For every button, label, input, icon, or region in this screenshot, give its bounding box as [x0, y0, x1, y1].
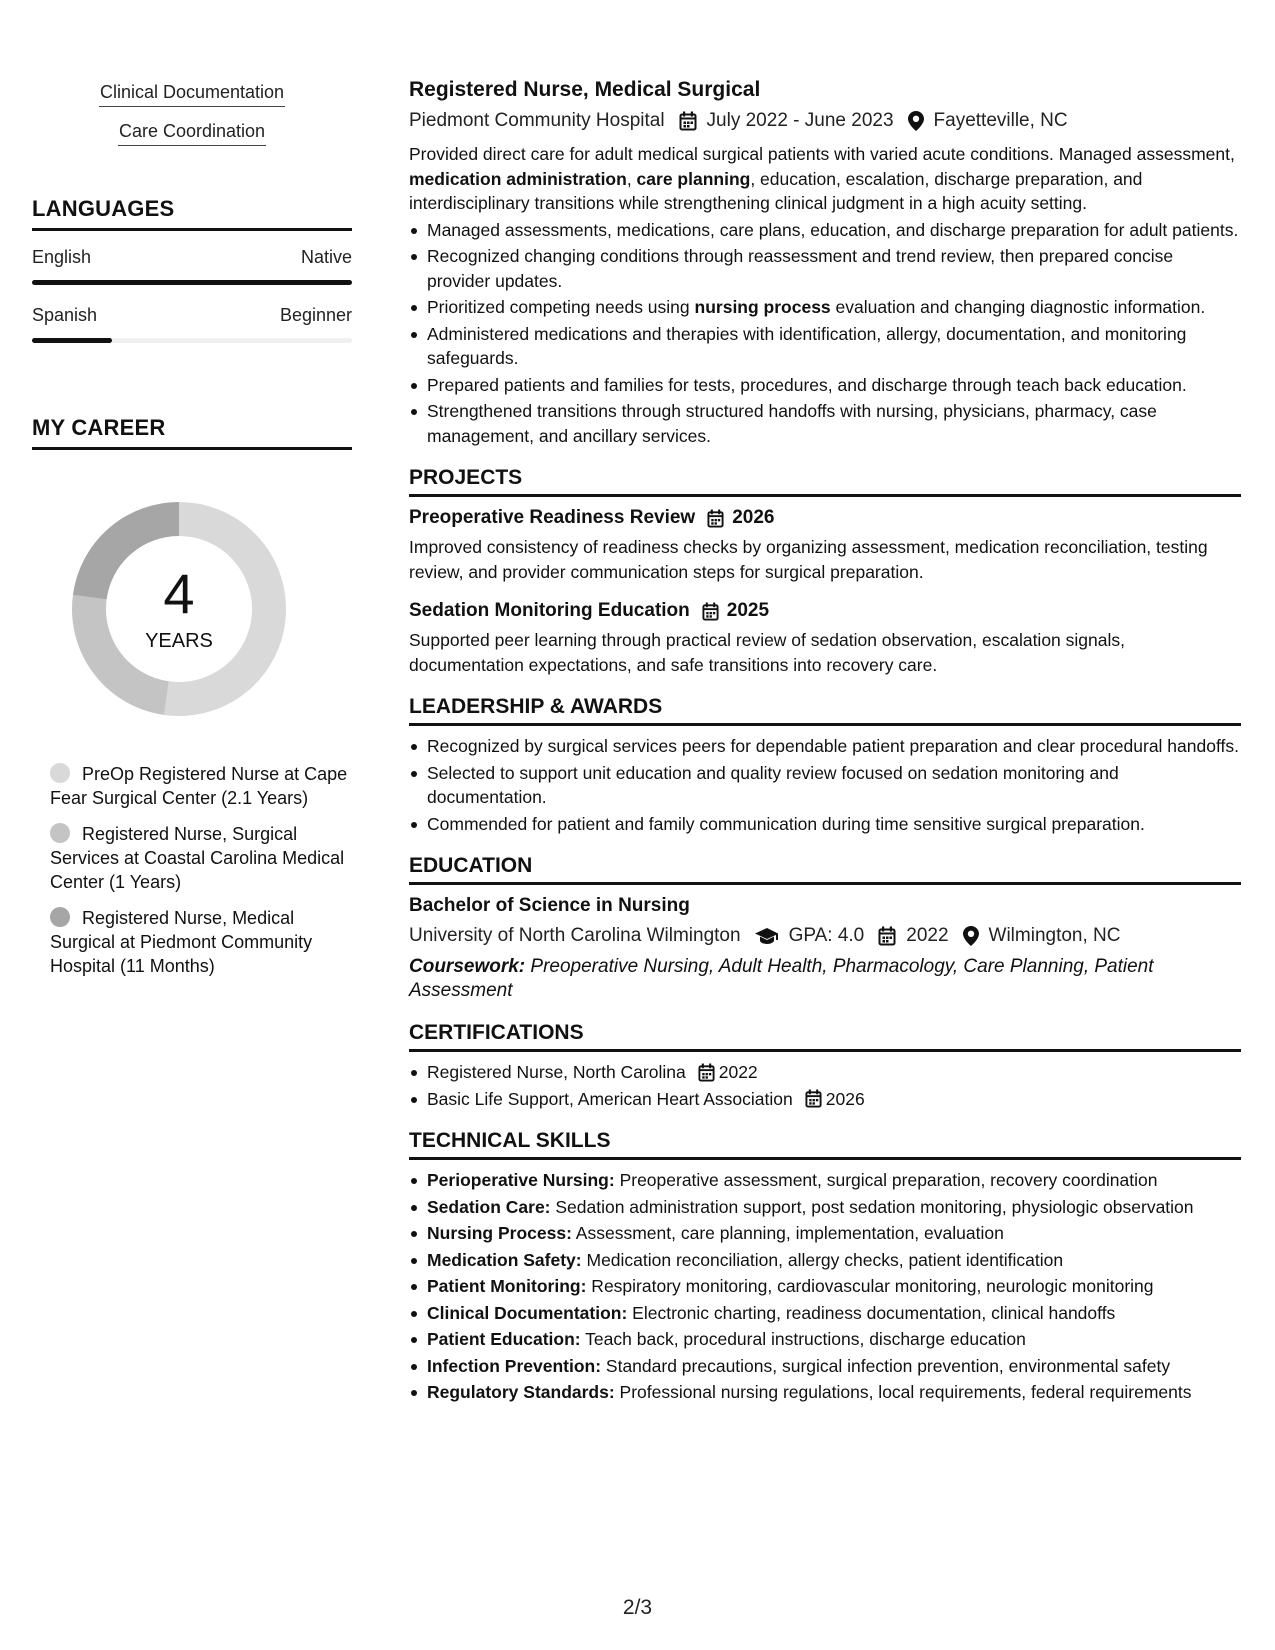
language-row [32, 247, 352, 268]
job-bullet [409, 295, 1241, 320]
calendar-icon [679, 111, 697, 131]
leadership-item: Selected to support unit education and quality review focused on sedation monitoring and documentation. [409, 761, 1241, 810]
skill-label: Clinical Documentation: [427, 1302, 628, 1323]
text: Prepared patients and families for tests, procedures, and discharge through teach back education. [427, 374, 1187, 395]
career-legend [50, 762, 350, 978]
project-year: 2026 [732, 507, 775, 528]
career-legend-item [50, 822, 350, 894]
certification-name: Basic Life Support, American Heart Association [427, 1088, 793, 1109]
job-location: Fayetteville, NC [933, 110, 1068, 131]
technical-skill-item [409, 1354, 1241, 1379]
school-location: Wilmington, NC [988, 925, 1121, 946]
language-item [32, 305, 352, 343]
skill-tags [32, 82, 352, 160]
technical-skills-list [409, 1168, 1241, 1405]
education-heading: EDUCATION [409, 854, 1241, 885]
job-dates: July 2022 - June 2023 [706, 110, 894, 131]
project-description: Improved consistency of readiness checks by organizing assessment, medication reconciliation, testing review, and provider communication steps for surgical preparation. [409, 537, 1208, 582]
skill-text: Teach back, procedural instructions, discharge education [580, 1329, 1026, 1349]
career-heading: MY CAREER [32, 415, 352, 450]
legend-swatch [50, 823, 70, 843]
calendar-icon [805, 1089, 822, 1108]
technical-skills-heading: TECHNICAL SKILLS [409, 1129, 1241, 1160]
text: , [626, 168, 637, 189]
text: Strengthened transitions through structured handoffs with nursing, physicians, pharmacy, case management, and ancillary services. [427, 401, 1157, 446]
language-proficiency-bar [32, 338, 352, 343]
skill-text: Standard precautions, surgical infection prevention, environmental safety [601, 1355, 1171, 1376]
certifications-heading: CERTIFICATIONS [409, 1021, 1241, 1052]
job-summary [409, 142, 1241, 216]
bold-text: nursing process [694, 297, 831, 317]
technical-skill-item [409, 1301, 1241, 1326]
coursework [409, 955, 1241, 1003]
language-proficiency-bar [32, 280, 352, 285]
coursework-text: Preoperative Nursing, Adult Health, Pharmacology, Care Planning, Patient Assessment [409, 956, 1154, 1001]
text: Provided direct care for adult medical surgical patients with varied acute conditions. Managed assessment, [409, 144, 1235, 164]
job-bullet [409, 244, 1241, 293]
career-legend-item [50, 906, 350, 978]
skill-label: Sedation Care: [427, 1196, 551, 1217]
language-proficiency-fill [32, 280, 352, 285]
skill-label: Patient Education: [427, 1329, 581, 1349]
text: Administered medications and therapies with identification, allergy, documentation, and monitoring safeguards. [427, 323, 1187, 368]
technical-skill-item [409, 1195, 1241, 1220]
technical-skill-item [409, 1221, 1241, 1246]
graduation-cap-icon [755, 927, 779, 945]
projects-heading: PROJECTS [409, 466, 1241, 497]
job-title: Registered Nurse, Medical Surgical [409, 78, 761, 101]
education-meta [409, 925, 1241, 947]
language-level: Beginner [279, 305, 352, 325]
career-donut-chart [64, 494, 294, 724]
leadership-heading: LEADERSHIP & AWARDS [409, 695, 1241, 726]
bold-text: medication administration [409, 168, 627, 189]
gpa: GPA: 4.0 [788, 925, 865, 946]
location-pin-icon [908, 111, 924, 131]
career-label: Registered Nurse, Surgical Services at Coastal Carolina Medical Center (1 Years) [50, 824, 345, 892]
job-bullet [409, 373, 1241, 398]
job-bullet [409, 322, 1241, 371]
skill-label: Medication Safety: [427, 1249, 582, 1270]
calendar-icon [707, 509, 724, 528]
skill-label: Perioperative Nursing: [427, 1170, 615, 1190]
skill-tag: Clinical Documentation [99, 82, 285, 107]
career-label: Registered Nurse, Medical Surgical at Piedmont Community Hospital (11 Months) [50, 908, 313, 976]
skill-text: Medication reconciliation, allergy checks, patient identification [581, 1249, 1064, 1270]
text: Recognized changing conditions through reassessment and trend review, then prepared concise provider updates. [427, 246, 1174, 291]
projects-list [409, 507, 1241, 677]
text: Prioritized competing needs using [427, 297, 695, 317]
skill-text: Electronic charting, readiness documentation, clinical handoffs [627, 1302, 1116, 1323]
skill-label: Patient Monitoring: [427, 1276, 587, 1296]
company-name: Piedmont Community Hospital [409, 110, 665, 131]
calendar-icon [698, 1063, 715, 1082]
skill-text: Preoperative assessment, surgical preparation, recovery coordination [614, 1170, 1158, 1190]
job-meta [409, 110, 1241, 132]
project-year: 2025 [726, 600, 770, 621]
certification-name: Registered Nurse, North Carolina [427, 1062, 686, 1082]
skill-label: Nursing Process: [427, 1223, 572, 1243]
skill-tag: Care Coordination [118, 121, 266, 146]
legend-swatch [50, 763, 70, 783]
career-label: PreOp Registered Nurse at Cape Fear Surgical Center (2.1 Years) [50, 764, 348, 808]
right-column [409, 78, 1241, 1407]
bold-text: care planning [636, 168, 751, 189]
technical-skill-item [409, 1327, 1241, 1352]
language-row [32, 305, 352, 326]
coursework-label: Coursework: [409, 956, 526, 977]
skill-text: Respiratory monitoring, cardiovascular monitoring, neurologic monitoring [586, 1276, 1154, 1296]
certification-item [409, 1087, 1241, 1112]
job-bullet [409, 399, 1241, 448]
skill-text: Sedation administration support, post sedation monitoring, physiologic observation [550, 1196, 1194, 1217]
certification-row [427, 1060, 1241, 1085]
text: , education, escalation, discharge preparation, and interdisciplinary transitions while strengthening clinical judgment in a high acuity setting. [409, 168, 1143, 213]
left-column [32, 82, 352, 990]
language-name: English [32, 247, 92, 267]
project-name: Sedation Monitoring Education [409, 600, 690, 621]
project-title [409, 507, 1241, 529]
career-total-number: 4 [163, 561, 195, 625]
degree-title: Bachelor of Science in Nursing [409, 895, 690, 916]
certification-year: 2022 [718, 1062, 758, 1082]
certification-item [409, 1060, 1241, 1085]
leadership-item: Recognized by surgical services peers for dependable patient preparation and clear procedural handoffs. [409, 734, 1241, 759]
leadership-item: Commended for patient and family communication during time sensitive surgical preparation. [409, 812, 1241, 837]
school-name: University of North Carolina Wilmington [409, 925, 741, 946]
leadership-list [409, 734, 1241, 836]
skill-text: Professional nursing regulations, local requirements, federal requirements [614, 1382, 1192, 1402]
career-legend-item [50, 762, 350, 810]
certification-year: 2026 [825, 1088, 865, 1109]
graduation-year: 2022 [906, 925, 949, 946]
technical-skill-item [409, 1274, 1241, 1299]
job-bullet [409, 218, 1241, 243]
text: evaluation and changing diagnostic information. [830, 297, 1206, 317]
technical-skill-item [409, 1168, 1241, 1193]
certifications-list [409, 1060, 1241, 1111]
language-item [32, 247, 352, 285]
skill-text: Assessment, care planning, implementation, evaluation [571, 1223, 1004, 1243]
language-level: Native [300, 247, 352, 267]
skill-label: Regulatory Standards: [427, 1382, 615, 1402]
calendar-icon [702, 602, 719, 621]
project-title [409, 600, 1241, 622]
languages-list [32, 247, 352, 343]
certification-row [427, 1087, 1241, 1112]
languages-heading: LANGUAGES [32, 196, 352, 231]
job-bullets [409, 218, 1241, 449]
project-description: Supported peer learning through practical review of sedation observation, escalation signals, documentation expectations, and safe transitions into recovery care. [409, 630, 1125, 675]
technical-skill-item [409, 1248, 1241, 1273]
donut-center [64, 494, 294, 724]
text: Managed assessments, medications, care plans, education, and discharge preparation for adult patients. [427, 219, 1239, 240]
technical-skill-item [409, 1380, 1241, 1405]
location-pin-icon [963, 926, 979, 946]
skill-label: Infection Prevention: [427, 1355, 602, 1376]
project-name: Preoperative Readiness Review [409, 507, 696, 528]
page-number: 2/3 [622, 1596, 653, 1619]
language-name: Spanish [32, 305, 98, 325]
language-proficiency-fill [32, 338, 112, 343]
legend-swatch [50, 907, 70, 927]
career-total-unit: YEARS [145, 629, 213, 652]
calendar-icon [878, 926, 896, 946]
